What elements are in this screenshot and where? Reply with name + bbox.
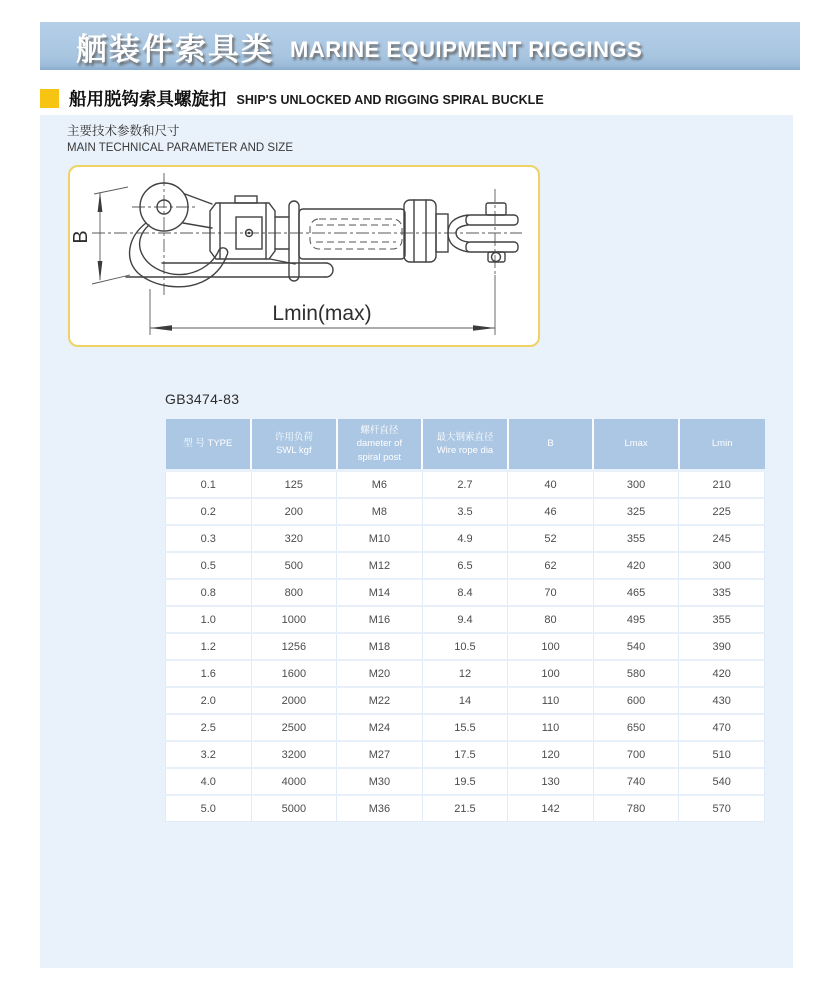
table-row bbox=[166, 471, 765, 499]
table-cell: 320 bbox=[251, 525, 337, 552]
table-cell: M10 bbox=[337, 525, 423, 552]
table-cell: 470 bbox=[679, 714, 765, 741]
table-cell: M20 bbox=[337, 660, 423, 687]
table-cell: 0.8 bbox=[166, 579, 252, 606]
technical-drawing bbox=[68, 165, 540, 347]
table-cell: M22 bbox=[337, 687, 423, 714]
table-cell: 110 bbox=[508, 687, 594, 714]
table-cell: 5.0 bbox=[166, 795, 252, 822]
table-cell: 570 bbox=[679, 795, 765, 822]
table-cell: 1.0 bbox=[166, 606, 252, 633]
table-cell: M27 bbox=[337, 741, 423, 768]
table-cell: 10.5 bbox=[422, 633, 508, 660]
spec-table bbox=[165, 419, 765, 822]
table-cell: 2.0 bbox=[166, 687, 252, 714]
table-row bbox=[166, 714, 765, 741]
table-cell: 355 bbox=[679, 606, 765, 633]
table-cell: 19.5 bbox=[422, 768, 508, 795]
column-header: 许用负荷 SWL kgf bbox=[251, 419, 337, 471]
clevis-pin bbox=[486, 203, 506, 215]
table-cell: 355 bbox=[593, 525, 679, 552]
table-cell: 540 bbox=[593, 633, 679, 660]
collar bbox=[404, 200, 436, 262]
table-cell: 142 bbox=[508, 795, 594, 822]
table-cell: 3200 bbox=[251, 741, 337, 768]
table-cell: 0.3 bbox=[166, 525, 252, 552]
table-cell: 580 bbox=[593, 660, 679, 687]
table-cell: 8.4 bbox=[422, 579, 508, 606]
table-cell: 100 bbox=[508, 660, 594, 687]
spec-table-body bbox=[166, 471, 765, 822]
table-row bbox=[166, 687, 765, 714]
section-title-en: SHIP'S UNLOCKED AND RIGGING SPIRAL BUCKLE bbox=[236, 93, 544, 107]
table-cell: M30 bbox=[337, 768, 423, 795]
table-row bbox=[166, 606, 765, 633]
table-cell: 2.7 bbox=[422, 471, 508, 499]
table-cell: 4000 bbox=[251, 768, 337, 795]
table-cell: 740 bbox=[593, 768, 679, 795]
table-cell: 125 bbox=[251, 471, 337, 499]
column-header: Lmin bbox=[679, 419, 765, 471]
table-row bbox=[166, 633, 765, 660]
table-row bbox=[166, 741, 765, 768]
spec-table-head bbox=[166, 419, 765, 471]
table-cell: 2.5 bbox=[166, 714, 252, 741]
table-cell: 245 bbox=[679, 525, 765, 552]
table-cell: 540 bbox=[679, 768, 765, 795]
column-header: B bbox=[508, 419, 594, 471]
table-cell: 70 bbox=[508, 579, 594, 606]
table-row bbox=[166, 525, 765, 552]
table-cell: 17.5 bbox=[422, 741, 508, 768]
table-cell: 600 bbox=[593, 687, 679, 714]
standard-number: GB3474-83 bbox=[165, 391, 240, 407]
table-cell: M18 bbox=[337, 633, 423, 660]
table-row bbox=[166, 660, 765, 687]
column-header: Lmax bbox=[593, 419, 679, 471]
table-cell: 0.5 bbox=[166, 552, 252, 579]
table-row bbox=[166, 498, 765, 525]
table-cell: 9.4 bbox=[422, 606, 508, 633]
section-title-zh: 船用脱钩索具螺旋扣 bbox=[69, 89, 227, 109]
table-cell: M6 bbox=[337, 471, 423, 499]
table-cell: 335 bbox=[679, 579, 765, 606]
table-cell: 420 bbox=[679, 660, 765, 687]
clevis-fork bbox=[448, 215, 468, 252]
table-cell: 420 bbox=[593, 552, 679, 579]
parameters-heading bbox=[67, 123, 293, 156]
table-cell: 780 bbox=[593, 795, 679, 822]
table-cell: 0.2 bbox=[166, 498, 252, 525]
table-cell: 650 bbox=[593, 714, 679, 741]
turnbuckle-drawing bbox=[70, 167, 538, 345]
content-panel bbox=[40, 115, 793, 968]
table-cell: M36 bbox=[337, 795, 423, 822]
table-cell: 700 bbox=[593, 741, 679, 768]
table-row bbox=[166, 579, 765, 606]
banner-title-en: MARINE EQUIPMENT RIGGINGS bbox=[290, 36, 643, 62]
table-cell: 21.5 bbox=[422, 795, 508, 822]
table-cell: 3.5 bbox=[422, 498, 508, 525]
section-heading bbox=[40, 86, 544, 111]
page-banner bbox=[40, 22, 800, 70]
column-header: 型 号 TYPE bbox=[166, 419, 252, 471]
column-header: 最大钢索直径 Wire rope dia bbox=[422, 419, 508, 471]
table-cell: 2000 bbox=[251, 687, 337, 714]
table-cell: 1600 bbox=[251, 660, 337, 687]
table-row bbox=[166, 795, 765, 822]
table-cell: 4.9 bbox=[422, 525, 508, 552]
table-cell: 40 bbox=[508, 471, 594, 499]
table-cell: 62 bbox=[508, 552, 594, 579]
table-cell: 210 bbox=[679, 471, 765, 499]
yellow-bullet-icon bbox=[40, 89, 59, 108]
table-cell: 12 bbox=[422, 660, 508, 687]
table-cell: 46 bbox=[508, 498, 594, 525]
table-cell: 4.0 bbox=[166, 768, 252, 795]
table-cell: 1.6 bbox=[166, 660, 252, 687]
table-cell: M12 bbox=[337, 552, 423, 579]
table-cell: 130 bbox=[508, 768, 594, 795]
table-cell: 1.2 bbox=[166, 633, 252, 660]
table-cell: 14 bbox=[422, 687, 508, 714]
turnbuckle-barrel bbox=[299, 209, 405, 259]
keeper-ring bbox=[289, 201, 299, 281]
table-cell: M14 bbox=[337, 579, 423, 606]
dimension-b-label: B bbox=[70, 230, 92, 244]
table-cell: 200 bbox=[251, 498, 337, 525]
table-cell: 510 bbox=[679, 741, 765, 768]
table-cell: 100 bbox=[508, 633, 594, 660]
table-cell: 465 bbox=[593, 579, 679, 606]
table-cell: 390 bbox=[679, 633, 765, 660]
table-cell: 120 bbox=[508, 741, 594, 768]
table-cell: 0.1 bbox=[166, 471, 252, 499]
table-cell: 3.2 bbox=[166, 741, 252, 768]
banner-title-zh: 舾装件索具类 bbox=[76, 31, 274, 67]
table-cell: 800 bbox=[251, 579, 337, 606]
table-cell: M16 bbox=[337, 606, 423, 633]
parameters-heading-zh: 主要技术参数和尺寸 bbox=[67, 124, 180, 138]
table-cell: 2500 bbox=[251, 714, 337, 741]
table-cell: M24 bbox=[337, 714, 423, 741]
table-cell: 110 bbox=[508, 714, 594, 741]
table-cell: 5000 bbox=[251, 795, 337, 822]
table-cell: 80 bbox=[508, 606, 594, 633]
dimension-l-label: Lmin(max) bbox=[272, 302, 372, 325]
table-cell: 15.5 bbox=[422, 714, 508, 741]
table-cell: 430 bbox=[679, 687, 765, 714]
table-cell: 325 bbox=[593, 498, 679, 525]
table-row bbox=[166, 768, 765, 795]
table-row bbox=[166, 552, 765, 579]
table-cell: 300 bbox=[679, 552, 765, 579]
table-cell: 495 bbox=[593, 606, 679, 633]
table-cell: 1000 bbox=[251, 606, 337, 633]
table-cell: 1256 bbox=[251, 633, 337, 660]
table-header-row bbox=[166, 419, 765, 471]
table-cell: 52 bbox=[508, 525, 594, 552]
table-cell: 225 bbox=[679, 498, 765, 525]
column-header: 螺杆直径 dameter of spiral post bbox=[337, 419, 423, 471]
table-cell: 6.5 bbox=[422, 552, 508, 579]
table-cell: 500 bbox=[251, 552, 337, 579]
parameters-heading-en: MAIN TECHNICAL PARAMETER AND SIZE bbox=[67, 142, 293, 155]
table-cell: M8 bbox=[337, 498, 423, 525]
table-cell: 300 bbox=[593, 471, 679, 499]
